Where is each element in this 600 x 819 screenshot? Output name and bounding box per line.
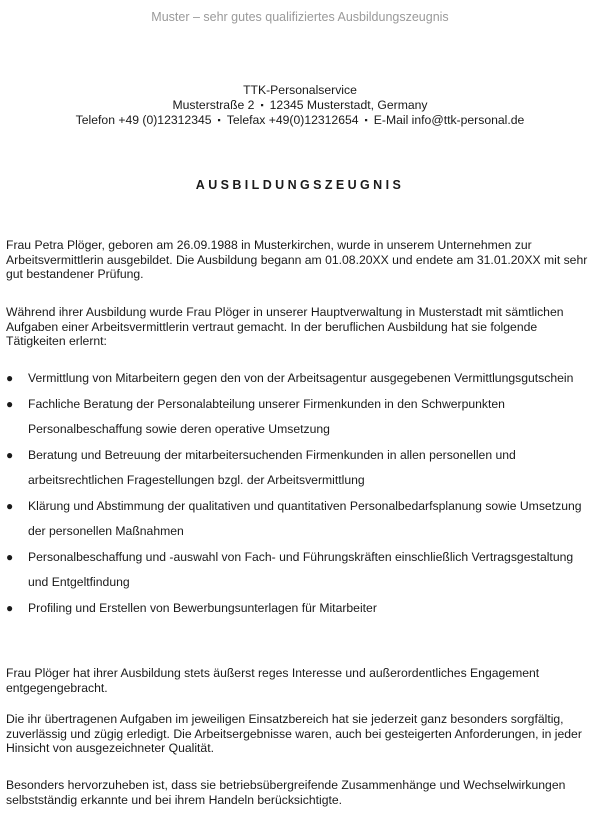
paragraph-highlight: Besonders hervorzuheben ist, dass sie betriebsübergreifende Zusammenhänge und Wechselwirkungen selbstständig erkannte und bei ihrem Handeln berücksichtigte. [6,778,566,807]
city: 12345 Musterstadt, Germany [269,98,428,112]
letterhead [0,83,600,128]
street: Musterstraße 2 [172,98,255,112]
paragraph-intro: Frau Petra Plöger, geboren am 26.09.1988 in Musterkirchen, wurde in unserem Unternehmen zur Arbeitsvermittlerin ausgebildet. Die Ausbildung begann am 01.08.20XX und endete am 31.01.20XX mit sehr gut bestandener Prüfung. [6,238,588,282]
separator-bullet: ▪ [260,100,264,110]
phone: Telefon +49 (0)12312345 [75,113,212,127]
paragraph-performance: Die ihr übertragenen Aufgaben im jeweiligen Einsatzbereich hat sie jederzeit ganz besonders sorgfältig, zuverlässig und zügig erledigt. Die Arbeitsergebnisse waren, auch bei gesteigerten Anforderungen, in jeder Hinsicht von ausgezeichneter Qualität. [6,712,582,756]
list-item-text: Profiling und Erstellen von Bewerbungsunterlagen für Mitarbeiter [28,600,377,615]
bullet-icon: ● [6,549,14,564]
bullet-icon: ● [6,371,14,385]
list-item [6,494,590,545]
bullet-icon: ● [6,600,14,615]
list-item [6,596,590,622]
list-item [6,443,590,494]
document-title: AUSBILDUNGSZEUGNIS [195,178,405,192]
list-item-text: Fachliche Beratung der Personalabteilung unserer Firmenkunden in den Schwerpunkten Personalbeschaffung sowie deren operative Umsetzung [28,396,505,436]
paragraph-engagement: Frau Plöger hat ihrer Ausbildung stets äußerst reges Interesse und außerordentliches Engagement entgegengebracht. [6,666,540,695]
list-item-text: Personalbeschaffung und -auswahl von Fach- und Führungskräften einschließlich Vertragsgestaltung und Entgeltfindung [28,549,574,589]
paragraph-training: Während ihrer Ausbildung wurde Frau Plöger in unserer Hauptverwaltung in Musterstadt mit sämtlichen Aufgaben einer Arbeitsvermittlerin vertraut gemacht. In der beruflichen Ausbildung hat sie folgende Tätigkeiten erlernt: [6,305,564,349]
list-item [6,545,590,596]
company-name: TTK-Personalservice [243,83,357,97]
address-line [0,98,600,113]
separator-bullet: ▪ [217,115,221,125]
list-item-text: Beratung und Betreuung der mitarbeitersuchenden Firmenkunden in allen personellen und arbeitsrechtlichen Fragestellungen bzgl. der Arbeitsvermittlung [28,447,516,487]
list-item-text: Vermittlung von Mitarbeitern gegen den von der Arbeitsagentur ausgegebenen Vermittlungsgutschein [28,371,574,385]
bullet-icon: ● [6,447,14,462]
bullet-icon: ● [6,498,14,513]
email[interactable]: E-Mail info@ttk-personal.de [373,113,525,127]
fax: Telefax +49(0)12312654 [226,113,359,127]
list-item-text: Klärung und Abstimmung der qualitativen und quantitativen Personalbedarfsplanung sowie Umsetzung der personellen Maßnahmen [28,498,582,538]
list-item [6,366,590,392]
bullet-icon: ● [6,396,14,411]
document-caption: Muster – sehr gutes qualifiziertes Ausbildungszeugnis [151,10,449,24]
contact-line [0,113,600,128]
task-list [6,366,590,621]
list-item [6,392,590,443]
separator-bullet: ▪ [364,115,368,125]
